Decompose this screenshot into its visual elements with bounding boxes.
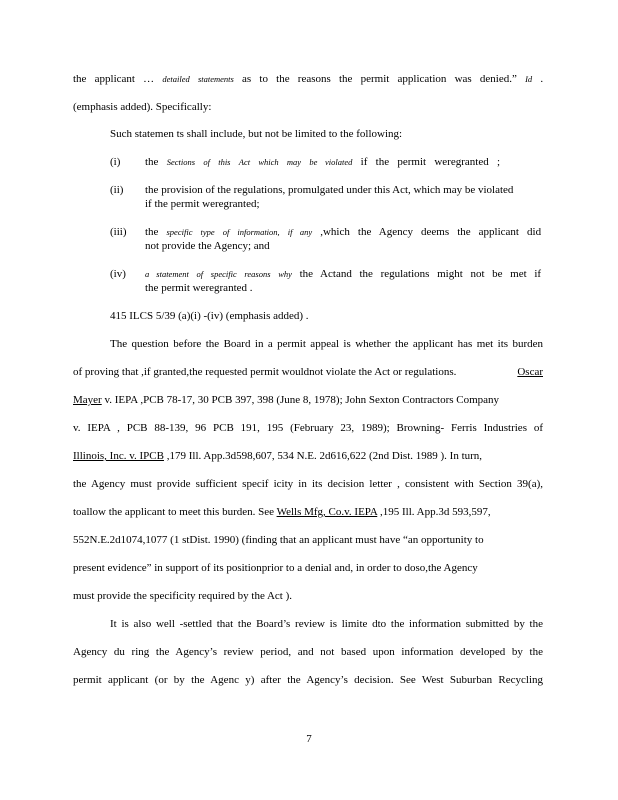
text-segment: ,which [320, 226, 350, 238]
text-segment: ,179 Ill. App.3d598,607, 534 N.E. 2d616,622 (2nd Dist. 1989 ). In turn, [163, 450, 483, 462]
para2-line-1: The question before the Board in a permit appeal is whether the applicant has met its burden [110, 338, 543, 350]
text-segment: was denied.” [454, 73, 517, 85]
para2-line-4: v. IEPA , PCB 88-139, 96 PCB 191, 195 (February 23, 1989); Browning- Ferris Industries of [73, 422, 543, 434]
list-item-text-line-2: if the permit weregranted; [145, 198, 260, 210]
case-name-link: Wells Mfg, Co.v. IEPA [276, 506, 378, 518]
case-name-link: Mayer [73, 394, 102, 406]
para2-line-3 [73, 394, 543, 406]
text-segment: if [534, 268, 542, 280]
italic-segment: may [286, 157, 302, 167]
para3-line-1: It is also well -settled that the Board’s review is limite dto the information submitted by the [110, 618, 543, 630]
text-segment: v. IEPA ,PCB 78-17, 30 PCB 397, 398 (June 8, 1978); John Sexton Contractors Company [104, 394, 500, 406]
italic-segment: detailed [162, 74, 190, 84]
italic-segment: Id [525, 74, 533, 84]
list-marker: (iii) [110, 226, 127, 238]
text-segment: of proving that ,if granted,the requested permit wouldnot violate the Act or regulations. [73, 366, 457, 378]
text-segment: might [437, 268, 463, 280]
para2-line-9: present evidence” in support of its positionprior to a denial and, in order to doso,the Agency [73, 562, 478, 574]
italic-segment: Act [238, 157, 251, 167]
text-segment: the applicant [73, 73, 135, 85]
text-segment: ,195 Ill. App.3d 593,597, [377, 506, 491, 518]
italic-segment: a statement [145, 269, 189, 279]
italic-segment: specific [210, 269, 237, 279]
text-segment: the [145, 226, 159, 238]
italic-segment: which [258, 157, 279, 167]
italic-segment: of [196, 269, 204, 279]
text-segment: application [397, 73, 447, 85]
italic-segment: reasons [244, 269, 271, 279]
list-item-text-line-1 [145, 268, 541, 280]
italic-segment: specific [166, 227, 193, 237]
list-item-text-line-1: the provision of the regulations, promulgated under this Act, which may be violated [145, 184, 514, 196]
para2-line-6: the Agency must provide sufficient specif icity in its decision letter , consistent with Section 39(a), [73, 478, 543, 490]
italic-segment: Sections [166, 157, 196, 167]
text-segment: . [540, 73, 544, 85]
text-segment: the permit [338, 73, 390, 85]
continuation-line-1 [73, 73, 543, 85]
italic-segment: of [203, 157, 210, 167]
para2-line-8: 552N.E.2d1074,1077 (1 stDist. 1990) (finding that an applicant must have “an opportunity to [73, 534, 484, 546]
list-marker: (ii) [110, 184, 124, 196]
para3-line-2: Agency du ring the Agency’s review period, and not based upon information developed by the [73, 646, 543, 658]
italic-segment: be violated [309, 157, 353, 167]
statute-citation: 415 ILCS 5/39 (a)(i) -(iv) (emphasis added) . [110, 310, 309, 322]
text-segment: deems [421, 226, 450, 238]
case-name-link: Oscar [517, 366, 543, 378]
continuation-line-2: (emphasis added). Specifically: [73, 101, 212, 113]
italic-segment: why [278, 269, 292, 279]
text-segment: weregranted [434, 156, 489, 168]
para2-line-2 [73, 366, 543, 378]
para3-line-3: permit applicant (or by the Agenc y) after the Agency’s decision. See West Suburban Recycling [73, 674, 543, 686]
para2-line-5 [73, 450, 543, 462]
text-segment: not be met [470, 268, 527, 280]
italic-segment: type [200, 227, 215, 237]
text-segment: toallow the applicant to meet this burden. See [73, 506, 275, 518]
list-marker: (iv) [110, 268, 126, 280]
text-segment: the [145, 156, 159, 168]
list-marker: (i) [110, 156, 121, 168]
text-segment: the Agency [357, 226, 413, 238]
para2-line-7 [73, 506, 543, 518]
quote-intro: Such statemen ts shall include, but not be limited to the following: [110, 128, 403, 140]
text-segment: … [143, 73, 155, 85]
text-segment: the Actand [299, 268, 352, 280]
italic-segment: of [222, 227, 230, 237]
para2-line-10: must provide the specificity required by the Act ). [73, 590, 293, 602]
list-item-text-line-2: the permit weregranted . [145, 282, 253, 294]
page-number: 7 [306, 733, 312, 745]
text-segment: the applicant [457, 226, 519, 238]
case-name-link: Illinois, Inc. v. IPCB [73, 450, 164, 462]
italic-segment: if any [287, 227, 313, 237]
list-item-text [145, 156, 500, 168]
text-segment: the regulations [359, 268, 430, 280]
text-segment: did [527, 226, 542, 238]
text-segment: if the permit [360, 156, 427, 168]
italic-segment: statements [197, 74, 234, 84]
list-item-text-line-1 [145, 226, 541, 238]
list-item-text-line-2: not provide the Agency; and [145, 240, 270, 252]
text-segment: as to the reasons [242, 73, 331, 85]
italic-segment: this [218, 157, 231, 167]
text-segment: ; [496, 156, 501, 168]
italic-segment: information, [237, 227, 280, 237]
